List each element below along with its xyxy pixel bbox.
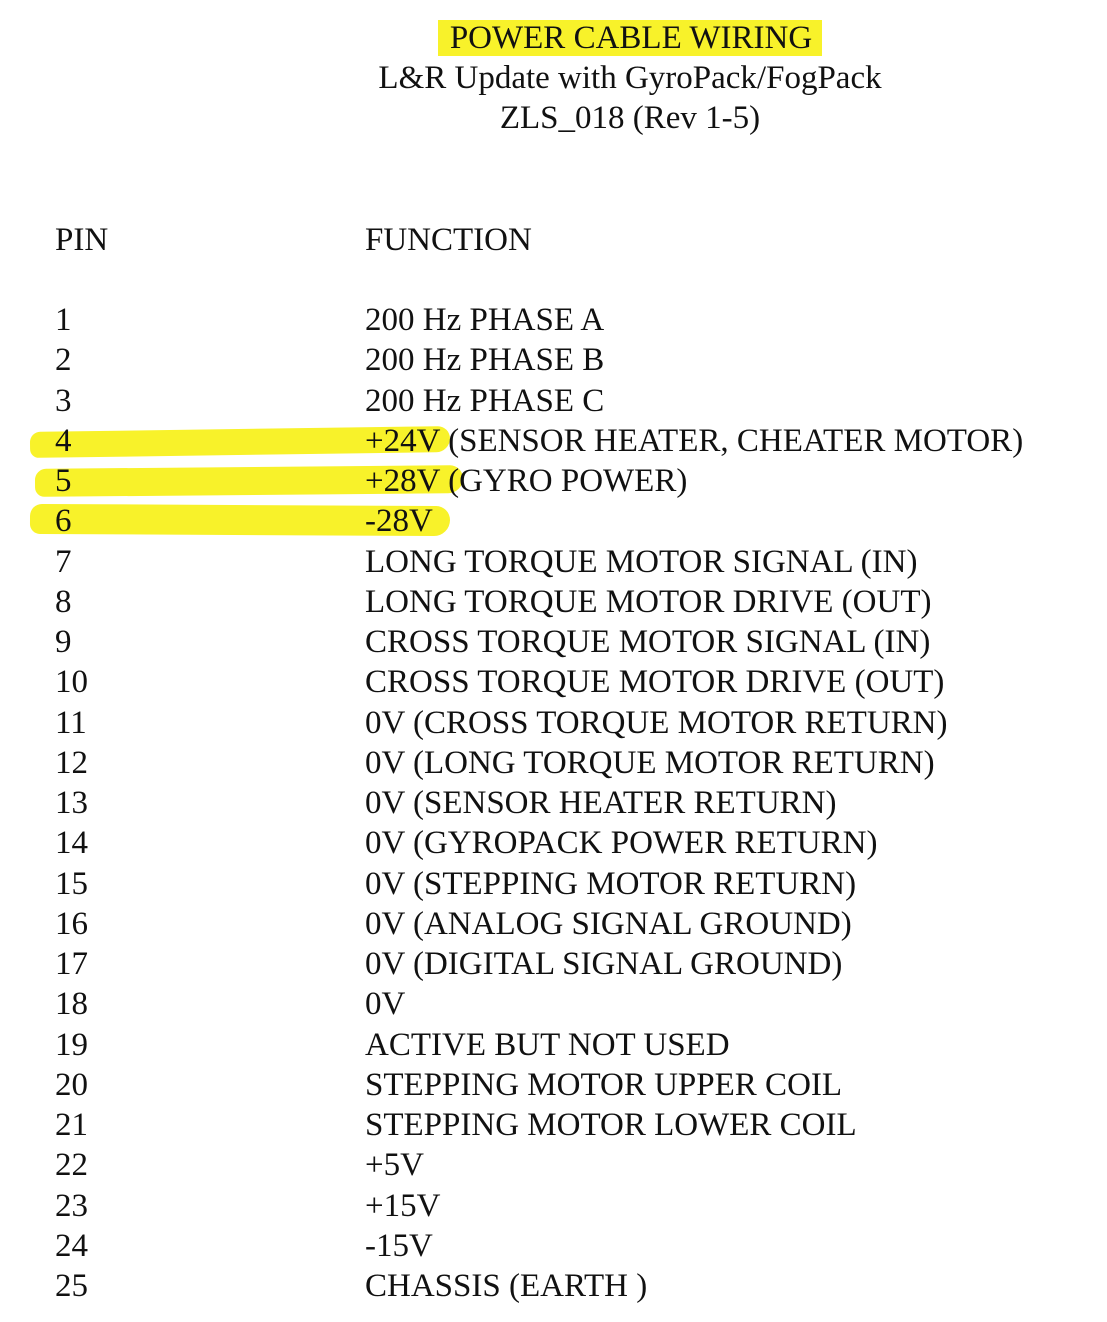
pin-number: 10 [55, 664, 88, 701]
pin-number: 12 [55, 744, 88, 781]
pin-function: 0V (DIGITAL SIGNAL GROUND) [365, 946, 843, 982]
table-row [0, 1186, 1107, 1226]
table-row [0, 944, 1107, 984]
pin-function: 200 Hz PHASE A [365, 302, 605, 338]
table-row [0, 823, 1107, 863]
document-revision: ZLS_018 (Rev 1-5) [499, 100, 761, 136]
pin-function: 200 Hz PHASE C [365, 382, 605, 419]
pin-number: 7 [55, 543, 72, 580]
pin-function: CROSS TORQUE MOTOR DRIVE (OUT) [365, 664, 945, 701]
document-title: POWER CABLE WIRING [438, 20, 822, 56]
pin-function: 0V (ANALOG SIGNAL GROUND) [365, 905, 852, 942]
pin-number: 4 [55, 422, 72, 459]
column-header-pin: PIN [55, 222, 109, 258]
pin-function: +15V [365, 1187, 441, 1224]
pin-function: LONG TORQUE MOTOR SIGNAL (IN) [365, 543, 918, 580]
pin-function: STEPPING MOTOR LOWER COIL [365, 1107, 857, 1143]
pin-number: 5 [55, 463, 72, 499]
document-subtitle: L&R Update with GyroPack/FogPack [378, 60, 882, 96]
pin-function: 0V (SENSOR HEATER RETURN) [365, 785, 837, 821]
table-row [0, 984, 1107, 1024]
column-header-function: FUNCTION [365, 222, 532, 258]
pin-function: CHASSIS (EARTH ) [365, 1268, 648, 1304]
table-row [0, 1266, 1107, 1306]
pin-number: 6 [55, 503, 72, 540]
pin-number: 17 [55, 946, 88, 982]
pin-number: 15 [55, 865, 88, 902]
pin-number: 8 [55, 583, 72, 620]
table-row [0, 622, 1107, 662]
table-row [0, 662, 1107, 702]
pin-number: 18 [55, 986, 88, 1023]
table-row [0, 1025, 1107, 1065]
pin-number: 1 [55, 302, 72, 338]
pin-number: 2 [55, 342, 72, 379]
table-row [0, 703, 1107, 743]
pin-number: 24 [55, 1227, 88, 1264]
pin-function: 200 Hz PHASE B [365, 342, 605, 379]
pin-function: 0V (STEPPING MOTOR RETURN) [365, 865, 857, 902]
table-row [0, 1226, 1107, 1266]
table-row [0, 1145, 1107, 1185]
pin-number: 16 [55, 905, 88, 942]
pin-function: STEPPING MOTOR UPPER COIL [365, 1066, 843, 1103]
table-row [0, 381, 1107, 421]
pin-function: +24V (SENSOR HEATER, CHEATER MOTOR) [365, 422, 1024, 459]
pin-function: ACTIVE BUT NOT USED [365, 1026, 730, 1063]
pin-function: 0V (LONG TORQUE MOTOR RETURN) [365, 744, 935, 781]
pin-number: 3 [55, 382, 72, 419]
table-row [0, 783, 1107, 823]
table-row [0, 501, 1107, 541]
table-row [0, 582, 1107, 622]
table-row [0, 904, 1107, 944]
document-header [0, 18, 1107, 138]
table-header [0, 220, 1107, 260]
table-row [0, 421, 1107, 461]
table-row [0, 864, 1107, 904]
pin-number: 20 [55, 1066, 88, 1103]
pin-function: 0V (GYROPACK POWER RETURN) [365, 825, 878, 862]
pin-function: -28V [365, 503, 433, 540]
table-row [0, 1065, 1107, 1105]
pin-function-table [0, 300, 1107, 1306]
pin-function: 0V (CROSS TORQUE MOTOR RETURN) [365, 704, 948, 741]
pin-function: 0V [365, 986, 406, 1023]
pin-function: CROSS TORQUE MOTOR SIGNAL (IN) [365, 624, 931, 660]
pin-number: 11 [55, 704, 87, 741]
pin-number: 21 [55, 1107, 88, 1143]
pin-function: LONG TORQUE MOTOR DRIVE (OUT) [365, 583, 932, 620]
pin-number: 22 [55, 1147, 88, 1184]
pin-number: 14 [55, 825, 88, 862]
table-row [0, 743, 1107, 783]
pin-number: 23 [55, 1187, 88, 1224]
table-row [0, 340, 1107, 380]
pin-number: 25 [55, 1268, 88, 1304]
pin-function: +28V (GYRO POWER) [365, 463, 688, 499]
table-row [0, 461, 1107, 501]
table-row [0, 1105, 1107, 1145]
pin-function: -15V [365, 1227, 433, 1264]
pin-number: 19 [55, 1026, 88, 1063]
pin-number: 9 [55, 624, 72, 660]
pin-number: 13 [55, 785, 88, 821]
pin-function: +5V [365, 1147, 424, 1184]
table-row [0, 300, 1107, 340]
table-row [0, 542, 1107, 582]
